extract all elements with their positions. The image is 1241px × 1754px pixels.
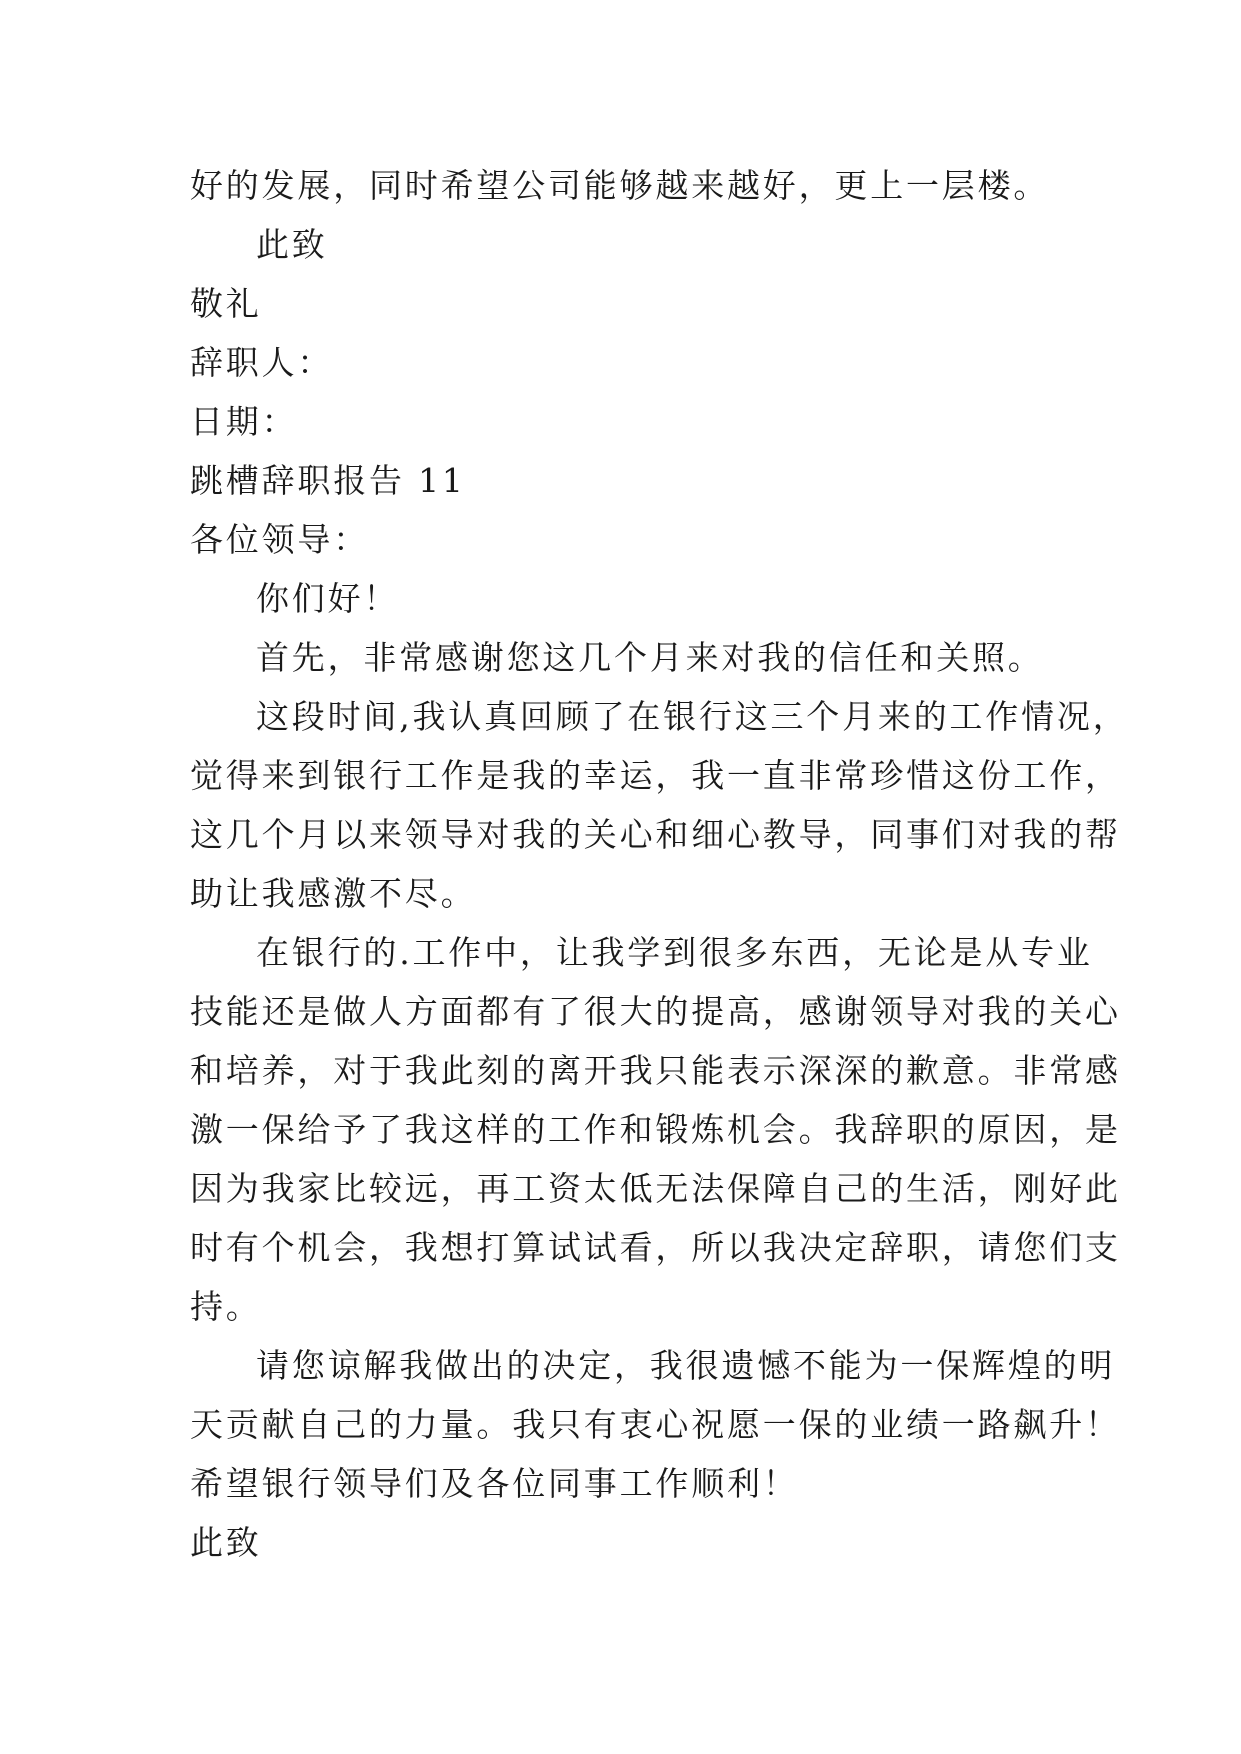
text-line: 这段时间,我认真回顾了在银行这三个月来的工作情况， (256, 697, 1129, 736)
closing: 此致 (190, 1523, 262, 1562)
text-line: 日期： (190, 402, 298, 441)
greeting: 你们好！ (256, 579, 400, 618)
text-line: 希望银行领导们及各位同事工作顺利！ (190, 1464, 799, 1503)
text-line: 助让我感激不尽。 (190, 874, 477, 913)
salutation: 各位领导： (190, 520, 369, 559)
text-line: 技能还是做人方面都有了很大的提高，感谢领导对我的关心 (190, 992, 1121, 1031)
text-line: 请您谅解我做出的决定，我很遗憾不能为一保辉煌的明 (256, 1346, 1116, 1385)
text-line: 这几个月以来领导对我的关心和细心教导，同事们对我的帮 (190, 815, 1121, 854)
text-line: 好的发展，同时希望公司能够越来越好，更上一层楼。 (190, 166, 1050, 205)
text-line: 因为我家比较远，再工资太低无法保障自己的生活，刚好此 (190, 1169, 1121, 1208)
document-body (190, 156, 1129, 1572)
section-title: 跳槽辞职报告 11 (190, 461, 466, 500)
text-line: 激一保给予了我这样的工作和锻炼机会。我辞职的原因，是 (190, 1110, 1121, 1149)
text-line: 天贡献自己的力量。我只有衷心祝愿一保的业绩一路飙升！ (190, 1405, 1121, 1444)
text-line: 辞职人： (190, 343, 334, 382)
text-line: 觉得来到银行工作是我的幸运，我一直非常珍惜这份工作， (190, 756, 1121, 795)
text-line: 此致 (256, 225, 328, 264)
text-line: 敬礼 (190, 284, 262, 323)
text-line: 在银行的.工作中，让我学到很多东西，无论是从专业 (256, 933, 1093, 972)
text-line: 时有个机会，我想打算试试看，所以我决定辞职，请您们支 (190, 1228, 1121, 1267)
text-line: 持。 (190, 1287, 262, 1326)
text-line: 和培养，对于我此刻的离开我只能表示深深的歉意。非常感 (190, 1051, 1121, 1090)
text-line: 首先，非常感谢您这几个月来对我的信任和关照。 (256, 638, 1044, 677)
